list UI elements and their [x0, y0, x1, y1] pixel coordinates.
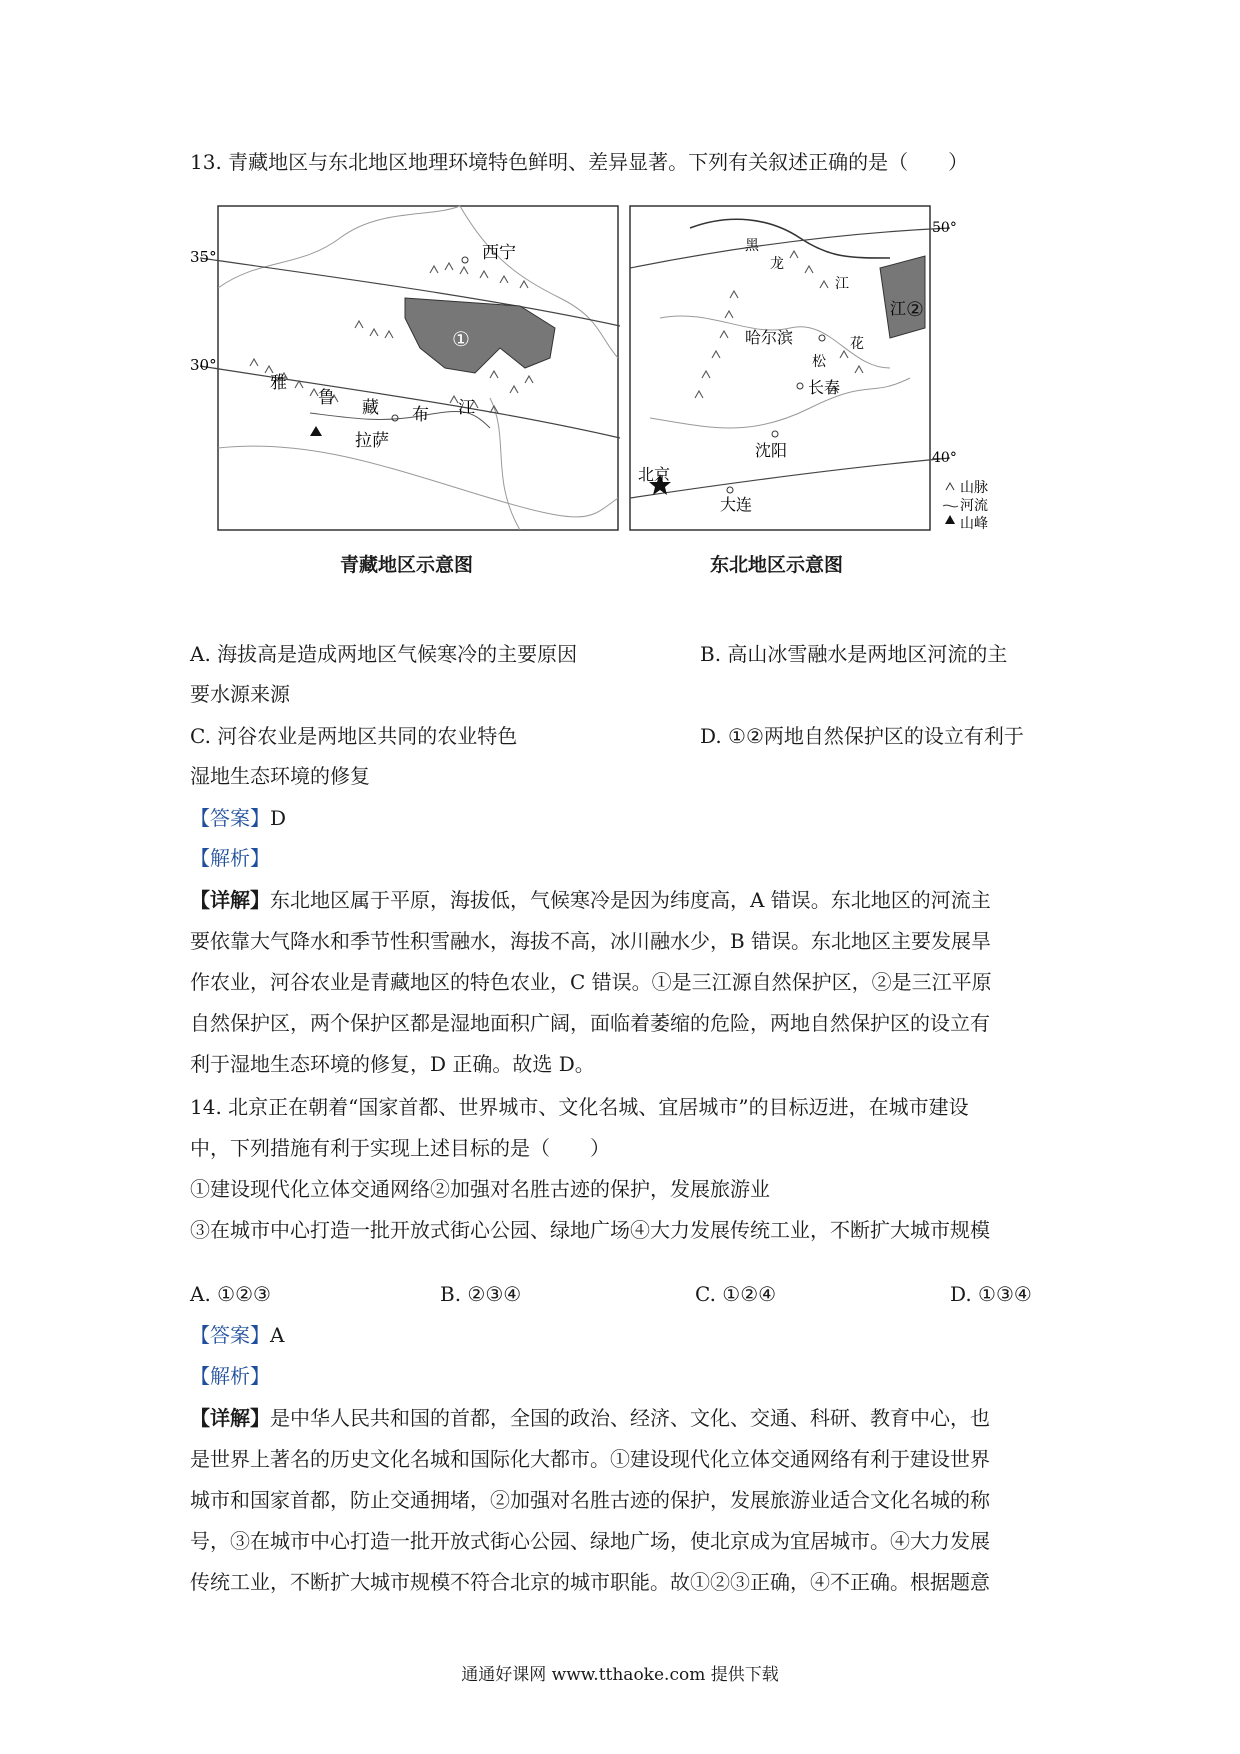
answer-tag: 【答案】	[190, 1323, 270, 1347]
xining-label: 西宁	[482, 243, 516, 263]
river-char: 雅	[270, 373, 287, 393]
river-char: 江	[458, 398, 475, 418]
legend-peak-icon	[945, 515, 955, 524]
city-label: 长春	[808, 378, 841, 397]
answer-value: A	[270, 1323, 285, 1347]
river-char: 黑	[745, 238, 759, 254]
map-figure	[190, 198, 1070, 598]
river-char: 龙	[770, 256, 784, 272]
river-char: 藏	[362, 398, 379, 418]
map-svg	[190, 198, 1070, 598]
analysis-tag: 【解析】	[190, 1364, 270, 1388]
river-char: 江	[835, 276, 849, 292]
q13-analysis-tag	[190, 844, 1060, 872]
q13-option-c: C. 河谷农业是两地区共同的农业特色	[190, 724, 518, 748]
analysis-tag: 【解析】	[190, 846, 270, 870]
q14-analysis-tag	[190, 1362, 1060, 1390]
q14-answer	[190, 1321, 1060, 1349]
river-char: 松	[812, 354, 826, 370]
detail-text: 东北地区属于平原，海拔低，气候寒冷是因为纬度高，A 错误。东北地区的河流主	[270, 888, 991, 912]
detail-tag: 【详解】	[190, 888, 270, 912]
q14-detail-line	[190, 1404, 1060, 1432]
q14-option-b: B. ②③④	[440, 1282, 522, 1306]
q14-detail-line: 号，③在城市中心打造一批开放式街心公园、绿地广场，使北京成为宜居城市。④大力发展	[190, 1529, 990, 1553]
page-footer: 通通好课网 www.tthaoke.com 提供下载	[461, 1665, 779, 1685]
q14-option-d: D. ①③④	[950, 1282, 1032, 1306]
q14-item-2: ③在城市中心打造一批开放式街心公园、绿地广场④大力发展传统工业，不断扩大城市规模	[190, 1218, 990, 1242]
q13-detail-line: 利于湿地生态环境的修复，D 正确。故选 D。	[190, 1052, 595, 1076]
lat-30-label: 30°	[190, 356, 217, 374]
legend-label: 河流	[960, 498, 988, 514]
q14-option-a: A. ①②③	[190, 1282, 271, 1306]
q13-detail-line: 自然保护区，两个保护区都是湿地面积广阔，面临着萎缩的危险，两地自然保护区的设立有	[190, 1011, 990, 1035]
q14-detail-line: 传统工业，不断扩大城市规模不符合北京的城市职能。故①②③正确，④不正确。根据题意	[190, 1570, 990, 1594]
detail-tag: 【详解】	[190, 1406, 270, 1430]
legend-label: 山峰	[960, 516, 988, 532]
q14-stem-cont: 中，下列措施有利于实现上述目标的是（ ）	[190, 1136, 610, 1160]
lat-40-label: 40°	[932, 450, 957, 466]
lat-35-label: 35°	[190, 248, 217, 266]
q13-answer	[190, 804, 1060, 832]
q14-stem: 14. 北京正在朝着“国家首都、世界城市、文化名城、宜居城市”的目标迈进，在城市建设	[190, 1095, 969, 1119]
city-label: 沈阳	[755, 441, 788, 460]
q14-item-1: ①建设现代化立体交通网络②加强对名胜古迹的保护，发展旅游业	[190, 1177, 770, 1201]
lhasa-label: 拉萨	[355, 431, 389, 451]
q13-detail-line: 作农业，河谷农业是青藏地区的特色农业，C 错误。①是三江源自然保护区，②是三江平原	[190, 970, 992, 994]
legend-mountain-icon	[946, 483, 954, 490]
q13-option-d: D. ①②两地自然保护区的设立有利于	[700, 724, 1024, 748]
legend-river-icon	[943, 505, 958, 507]
river-char: 布	[412, 405, 429, 425]
q14-option-c: C. ①②④	[695, 1282, 777, 1306]
q14-detail-line: 城市和国家首都，防止交通拥堵，②加强对名胜古迹的保护，发展旅游业适合文化名城的称	[190, 1488, 990, 1512]
q13-option-b: B. 高山冰雪融水是两地区河流的主	[700, 642, 1008, 666]
left-map-caption: 青藏地区示意图	[340, 554, 474, 576]
region-2-marker: ②	[906, 297, 924, 321]
q13-detail-line: 要依靠大气降水和季节性积雪融水，海拔不高，冰川融水少，B 错误。东北地区主要发展旱	[190, 929, 992, 953]
city-label: 大连	[720, 495, 753, 514]
q13-option-a: A. 海拔高是造成两地区气候寒冷的主要原因	[190, 642, 578, 666]
city-label: 哈尔滨	[745, 328, 794, 347]
q13-stem: 13. 青藏地区与东北地区地理环境特色鲜明、差异显著。下列有关叙述正确的是（ ）	[190, 150, 969, 174]
right-map-caption: 东北地区示意图	[710, 554, 844, 576]
q13-detail-line	[190, 886, 1060, 914]
river-char: 江	[890, 299, 907, 318]
region-1-marker: ①	[452, 327, 470, 351]
lat-50-label: 50°	[932, 220, 957, 236]
q14-detail-line: 是世界上著名的历史文化名城和国际化大都市。①建设现代化立体交通网络有利于建设世界	[190, 1447, 990, 1471]
q13-option-b-cont: 要水源来源	[190, 682, 290, 706]
q13-option-d-cont: 湿地生态环境的修复	[190, 764, 370, 788]
answer-tag: 【答案】	[190, 806, 270, 830]
river-char: 花	[850, 336, 864, 352]
left-map-frame	[218, 206, 618, 530]
river-char: 鲁	[318, 388, 335, 408]
legend-label: 山脉	[960, 480, 988, 496]
city-label: 北京	[638, 465, 671, 484]
detail-text: 是中华人民共和国的首都，全国的政治、经济、文化、交通、科研、教育中心，也	[270, 1406, 990, 1430]
answer-value: D	[270, 806, 287, 830]
